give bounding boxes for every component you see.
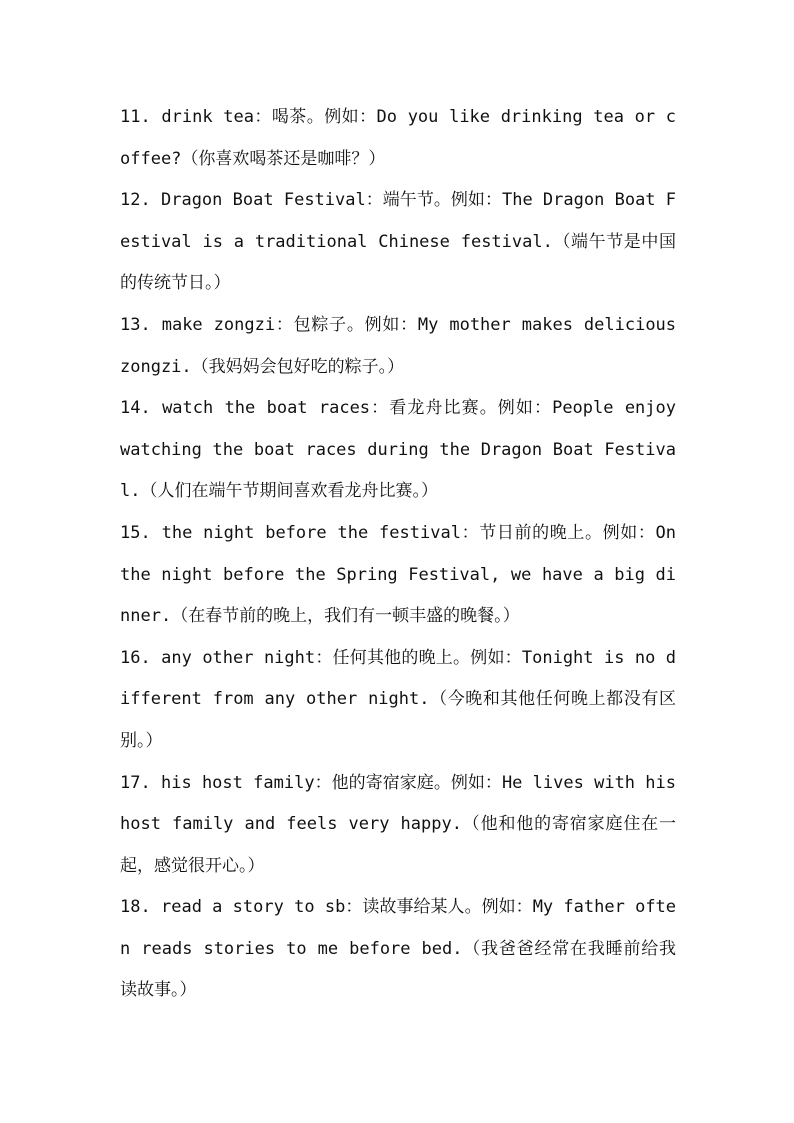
example-translation: 你喜欢喝茶还是咖啡？: [198, 148, 369, 169]
example-label: 例如: [602, 522, 638, 543]
entry-meaning: 看龙舟比赛: [389, 398, 480, 419]
example-label: 例如: [450, 190, 485, 211]
vocab-entry-14: [120, 388, 676, 513]
example-label: 例如: [364, 314, 401, 335]
example-translation: 我爸爸经常在我睡前给我读故事。: [120, 938, 677, 1001]
entry-meaning: 包粽子: [293, 314, 347, 335]
entry-term: the night before the festival: [161, 522, 461, 543]
entry-meaning: 读故事给某人: [362, 897, 465, 918]
example-translation: 在春节前的晚上，我们有一顿丰盛的晚餐。: [188, 606, 503, 627]
example-translation: 今晚和其他任何晚上都没有区别。: [120, 689, 677, 751]
entry-meaning: 任何其他的晚上: [332, 647, 454, 668]
vocab-entry-18: [120, 887, 676, 1012]
entry-number: 13.: [120, 314, 151, 335]
entry-number: 18.: [120, 897, 151, 918]
entry-term: watch the boat races: [162, 398, 371, 419]
entry-term: any other night: [161, 647, 316, 668]
example-sentence: He lives with his host family and feels very happy.: [120, 772, 677, 835]
entry-term: drink tea: [161, 107, 254, 127]
entry-text: 13. make zongzi：包粽子。例如：My mother makes delicious zongzi.（我妈妈会包好吃的粽子。）: [120, 314, 677, 377]
entry-term: Dragon Boat Festival: [160, 190, 366, 211]
example-sentence: Do you like drinking tea or coffee?: [120, 107, 677, 169]
entry-text: 15. the night before the festival：节日前的晚上。例如：On the night before the Spring Festival, we have a big dinner.（在春节前的晚上，我们有一顿丰盛的晚餐。）: [120, 522, 677, 627]
vocab-entry-13: [120, 305, 676, 388]
example-sentence: My father often reads stories to me before bed.: [120, 897, 677, 959]
example-label: 例如: [324, 107, 360, 127]
entry-term: make zongzi: [161, 314, 276, 335]
entry-text: 12. Dragon Boat Festival：端午节。例如：The Dragon Boat Festival is a traditional Chinese festival.（端午节是中国的传统节日。）: [120, 190, 677, 294]
entry-text: 16. any other night：任何其他的晚上。例如：Tonight is no different from any other night.（今晚和其他任何晚上都没有区别。）: [120, 647, 677, 751]
example-sentence: My mother makes delicious zongzi.: [120, 314, 677, 377]
example-label: 例如: [470, 647, 505, 668]
entry-text: 14. watch the boat races：看龙舟比赛。例如：People enjoy watching the boat races during the Dragon Boat Festival.（人们在端午节期间喜欢看龙舟比赛。）: [120, 398, 676, 502]
entry-number: 11.: [120, 107, 151, 127]
example-translation: 他和他的寄宿家庭住在一起，感觉很开心。: [120, 814, 676, 876]
entry-meaning: 端午节: [382, 190, 434, 211]
vocab-entry-11: [120, 97, 676, 180]
example-sentence: On the night before the Spring Festival, we have a big dinner.: [120, 522, 677, 627]
document-page: [120, 97, 676, 1012]
example-sentence: The Dragon Boat Festival is a traditional Chinese festival.: [120, 190, 677, 252]
entry-meaning: 喝茶: [271, 107, 307, 127]
entry-number: 16.: [120, 647, 151, 668]
vocab-entry-17: [120, 763, 676, 888]
vocab-entry-16: [120, 638, 676, 763]
entry-number: 12.: [120, 190, 151, 211]
example-translation: 端午节是中国的传统节日。: [120, 231, 676, 294]
entry-text: 18. read a story to sb：读故事给某人。例如：My father often reads stories to me before bed.（我爸爸经常在我睡前给我读故事。）: [120, 897, 677, 1001]
example-translation: 我妈妈会包好吃的粽子。: [208, 356, 388, 377]
example-translation: 人们在端午节期间喜欢看龙舟比赛。: [157, 481, 421, 502]
entry-number: 15.: [120, 522, 151, 543]
vocab-entry-15: [120, 513, 676, 638]
entry-number: 14.: [120, 398, 151, 419]
example-label: 例如: [450, 772, 485, 793]
entry-text: 11. drink tea：喝茶。例如：Do you like drinking tea or coffee?（你喜欢喝茶还是咖啡？）: [120, 107, 677, 169]
example-sentence: People enjoy watching the boat races during the Dragon Boat Festival.: [120, 398, 676, 502]
example-sentence: Tonight is no different from any other night.: [120, 647, 677, 710]
entry-term: his host family: [160, 772, 315, 793]
entry-meaning: 节日前的晚上: [479, 522, 585, 543]
entry-number: 17.: [120, 772, 151, 793]
entry-term: read a story to sb: [160, 897, 346, 918]
vocab-entry-12: [120, 180, 676, 305]
entry-meaning: 他的寄宿家庭: [331, 772, 434, 793]
example-label: 例如: [481, 897, 516, 918]
entry-text: 17. his host family：他的寄宿家庭。例如：He lives with his host family and feels very happy.（他和他的寄宿家庭住在一起，感觉很开心。）: [120, 772, 677, 876]
example-label: 例如: [497, 398, 534, 419]
